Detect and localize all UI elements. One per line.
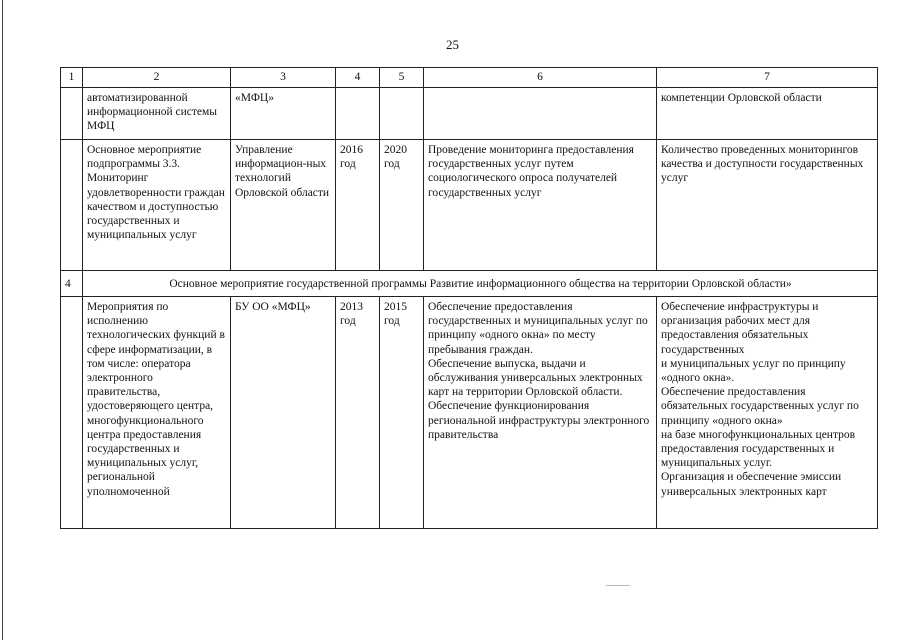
table-cell <box>424 297 657 529</box>
cell-paragraph: Организация и обеспечение эмиссии универсальных электронных карт <box>661 471 842 498</box>
table-cell <box>336 88 380 140</box>
table-row <box>61 88 878 140</box>
table-cell: компетенции Орловской области <box>657 88 878 140</box>
cell-paragraph: и муниципальных услуг по принципу «одного окна». <box>661 357 846 385</box>
table-cell: 2015 год <box>380 297 424 529</box>
table-cell <box>657 297 878 529</box>
cell-paragraph: Обеспечение инфраструктуры и организация рабочих мест для предоставления обязательных государственных <box>661 301 819 356</box>
table-cell <box>424 88 657 140</box>
section-title: Основное мероприятие государственной программы Развитие информационного общества на территории Орловской области» <box>83 271 878 297</box>
header-cell: 7 <box>657 68 878 88</box>
table-cell: Управление информацион-ных технологий Орловской области <box>231 140 336 271</box>
cell-paragraph: Обеспечение предоставления государственных и муниципальных услуг по принципу «одного окна» по месту пребывания граждан. <box>428 301 648 356</box>
section-row <box>61 271 878 297</box>
page-number: 25 <box>446 37 459 52</box>
table-cell: «МФЦ» <box>231 88 336 140</box>
table-cell <box>61 88 83 140</box>
table-row <box>61 297 878 529</box>
table-cell: Основное мероприятие подпрограммы 3.3. Мониторинг удовлетворенности граждан качеством и доступностью государственных и муниципальных услуг <box>83 140 231 271</box>
header-cell: 5 <box>380 68 424 88</box>
cell-paragraph: на базе многофункциональных центров предоставления государственных и муниципальных услуг. <box>661 428 856 470</box>
table-cell: 2013 год <box>336 297 380 529</box>
table-header-row <box>61 68 878 88</box>
cell-paragraph: Обеспечение выпуска, выдачи и обслуживания универсальных электронных карт на территории Орловской области. <box>428 357 643 399</box>
section-number: 4 <box>61 271 83 297</box>
header-cell: 1 <box>61 68 83 88</box>
cell-paragraph: Обеспечение предоставления обязательных государственных услуг по принципу «одного окна» <box>661 386 859 427</box>
table-cell: автоматизированной информационной системы МФЦ <box>83 88 231 140</box>
page-left-edge <box>2 0 3 640</box>
program-table <box>60 67 878 529</box>
header-cell: 6 <box>424 68 657 88</box>
table-cell: БУ ОО «МФЦ» <box>231 297 336 529</box>
table-cell: Проведение мониторинга предоставления государственных услуг путем социологического опроса получателей государственных услуг <box>424 140 657 271</box>
table-cell: Мероприятия по исполнению технологических функций в сфере информатизации, в том числе: оператора электронного правительства, удостоверяющего центра, многофункционального центра предоставления государственных и муниципальных услуг, региональной уполномоченной <box>83 297 231 529</box>
table-cell: 2016 год <box>336 140 380 271</box>
table-cell: 2020 год <box>380 140 424 271</box>
scan-mark <box>606 585 630 586</box>
table-cell <box>61 297 83 529</box>
header-cell: 4 <box>336 68 380 88</box>
table-cell: Количество проведенных мониторингов качества и доступности государственных услуг <box>657 140 878 271</box>
table-cell <box>61 140 83 271</box>
cell-paragraph: Обеспечение функционирования региональной инфраструктуры электронного правительства <box>428 400 650 441</box>
header-cell: 3 <box>231 68 336 88</box>
table-cell <box>380 88 424 140</box>
header-cell: 2 <box>83 68 231 88</box>
table-row <box>61 140 878 271</box>
